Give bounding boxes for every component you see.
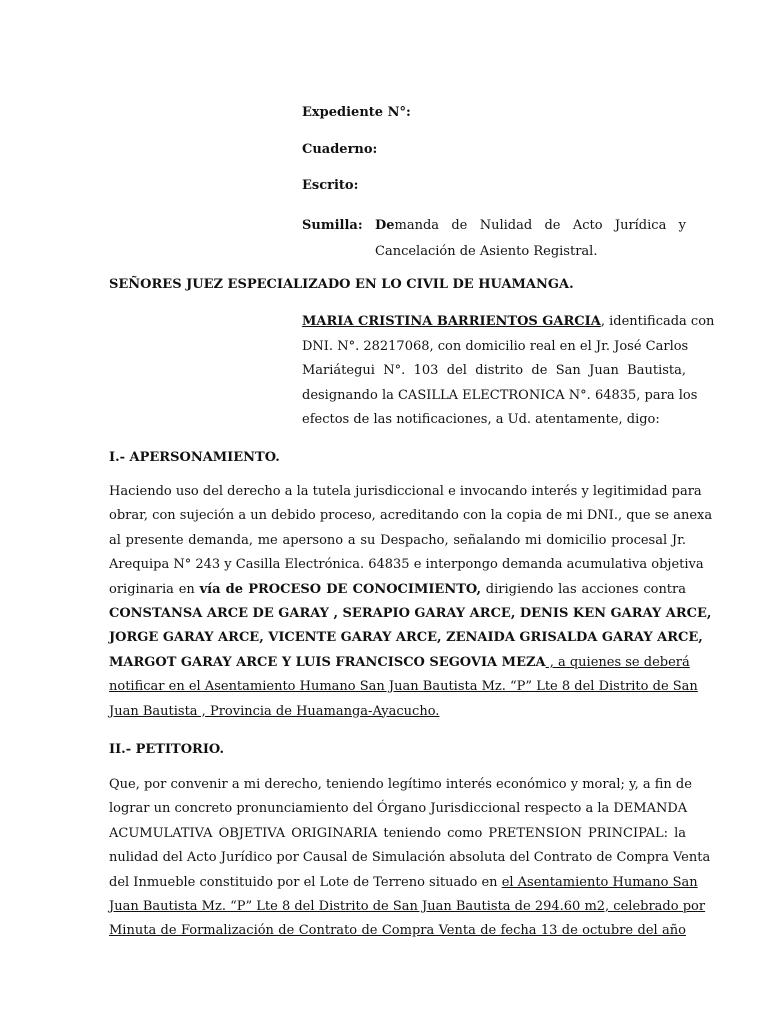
paragraph-line: MARGOT GARAY ARCE Y LUIS FRANCISCO SEGOVIA MEZA , a quienes se deberá: [109, 654, 690, 670]
intro-line: designando la CASILLA ELECTRONICA N°. 64835, para los: [302, 387, 698, 403]
section-1-paragraph: [109, 484, 713, 728]
proceso-text: vía de PROCESO DE CONOCIMIENTO,: [199, 581, 481, 597]
paragraph-line: del Inmueble constituido por el Lote de Terreno situado en el Asentamiento Humano San: [109, 874, 698, 890]
section-1-title: I.- APERSONAMIENTO.: [109, 450, 280, 465]
section-2-paragraph: [109, 777, 711, 948]
intro-line: DNI. N°. 28217068, con domicilio real en el Jr. José Carlos: [302, 338, 689, 354]
paragraph-line: obrar, con sujeción a un debido proceso, acreditando con la copia de mi DNI., que se anexa: [109, 508, 713, 524]
paragraph-line: ACUMULATIVA OBJETIVA ORIGINARIA teniendo como PRETENSION PRINCIPAL: la: [109, 825, 686, 841]
address-line: notificar en el Asentamiento Humano San Juan Bautista Mz. “P” Lte 8 del Distrito de San: [109, 679, 698, 695]
paragraph-line: originaria en vía de PROCESO DE CONOCIMIENTO, dirigiendo las acciones contra: [109, 581, 687, 597]
addressee-heading: SEÑORES JUEZ ESPECIALIZADO EN LO CIVIL DE HUAMANGA.: [109, 277, 574, 292]
paragraph-line: Arequipa N° 243 y Casilla Electrónica. 64835 e interpongo demanda acumulativa objetiva: [109, 557, 704, 573]
intro-line: Mariátegui N°. 103 del distrito de San Juan Bautista,: [302, 363, 686, 378]
sumilla-text: manda de Nulidad de Acto Jurídica y: [394, 218, 686, 233]
escrito-label: Escrito:: [302, 178, 359, 193]
sumilla-line-1: [302, 213, 686, 239]
intro-line: efectos de las notificaciones, a Ud. atentamente, digo:: [302, 412, 660, 427]
paragraph-line: Minuta de Formalización de Contrato de Compra Venta de fecha 13 de octubre del año: [109, 923, 686, 939]
plaintiff-name: MARIA CRISTINA BARRIENTOS GARCIA: [302, 314, 601, 329]
sumilla-block: [302, 213, 686, 265]
defendants-line: JORGE GARAY ARCE, VICENTE GARAY ARCE, ZENAIDA GRISALDA GARAY ARCE,: [109, 630, 703, 646]
paragraph-line: al presente demanda, me apersono a su Despacho, señalando mi domicilio procesal Jr.: [109, 532, 686, 548]
cuaderno-label: Cuaderno:: [302, 142, 378, 157]
address-line: Juan Bautista , Provincia de Huamanga-Ayacucho.: [109, 703, 440, 719]
intro-line: MARIA CRISTINA BARRIENTOS GARCIA, identificada con: [302, 314, 715, 329]
section-2-title: II.- PETITORIO.: [109, 742, 225, 757]
sumilla-label: Sumilla:: [302, 218, 363, 233]
sumilla-bold-initial: De: [374, 218, 395, 233]
paragraph-line: nulidad del Acto Jurídico por Causal de Simulación absoluta del Contrato de Compra Venta: [109, 850, 711, 866]
intro-paragraph: [302, 310, 715, 433]
sumilla-line-2: Cancelación de Asiento Registral.: [375, 244, 598, 259]
paragraph-line: Que, por convenir a mi derecho, teniendo legítimo interés económico y moral; y, a fin de: [109, 777, 692, 792]
expediente-label: Expediente N°:: [302, 105, 411, 120]
defendants-line: CONSTANSA ARCE DE GARAY , SERAPIO GARAY ARCE, DENIS KEN GARAY ARCE,: [109, 605, 712, 621]
paragraph-line: Juan Bautista Mz. “P” Lte 8 del Distrito de San Juan Bautista de 294.60 m2, celebrado por: [109, 898, 706, 914]
paragraph-line: lograr un concreto pronunciamiento del Órgano Jurisdiccional respecto a la DEMANDA: [109, 801, 688, 817]
paragraph-line: Haciendo uso del derecho a la tutela jurisdiccional e invocando interés y legitimidad para: [109, 484, 702, 499]
defendants-line-end: MARGOT GARAY ARCE Y LUIS FRANCISCO SEGOVIA MEZA: [109, 654, 546, 670]
